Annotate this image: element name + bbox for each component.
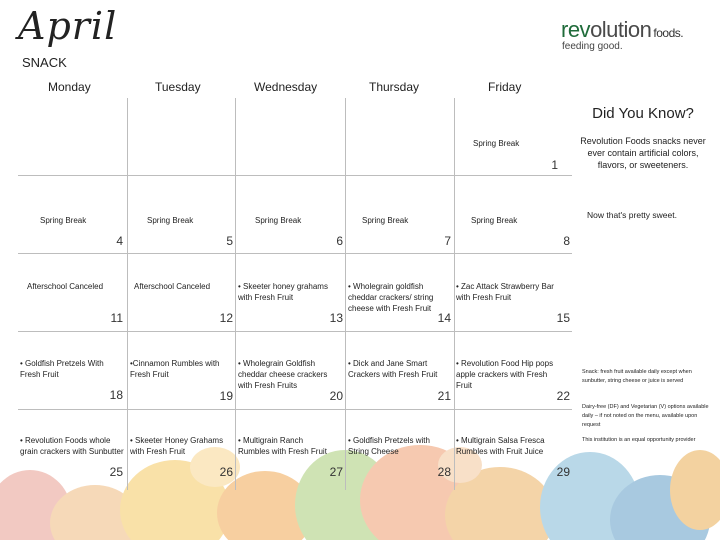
cell-menu-text: Afterschool Canceled <box>134 282 211 291</box>
revolution-foods-logo <box>561 17 684 52</box>
cell-menu-text: Afterschool Canceled <box>27 282 104 291</box>
date-number: 12 <box>219 311 233 325</box>
day-cell <box>236 176 345 253</box>
date-number: 15 <box>556 311 570 325</box>
day-cell <box>128 410 235 490</box>
dietary-options-note: Dairy-free (DF) and Vegetarian (V) options available daily – if not noted on the menu, available upon request <box>582 404 709 428</box>
date-number: 28 <box>437 465 451 479</box>
cell-menu-text: • Skeeter honey grahams with Fresh Fruit <box>238 282 328 302</box>
did-you-know-title: Did You Know? <box>592 105 694 122</box>
date-number: 26 <box>219 465 233 479</box>
day-cell <box>346 176 454 253</box>
cell-menu-text: Spring Break <box>147 216 194 225</box>
cell-menu-text: Spring Break <box>255 216 302 225</box>
date-number: 19 <box>219 389 233 403</box>
logo-foods: foods. <box>653 26 684 40</box>
cell-menu-text: • Skeeter Honey Grahams with Fresh Fruit <box>130 436 224 456</box>
day-header-monday: Monday <box>48 80 91 94</box>
day-cell <box>18 176 127 253</box>
date-number: 5 <box>226 234 233 248</box>
day-cell <box>455 98 572 175</box>
cell-menu-text: Spring Break <box>40 216 87 225</box>
snack-fruit-note: Snack: fresh fruit available daily except when sunbutter, string cheese or juice is served <box>582 369 692 384</box>
date-number: 27 <box>329 465 343 479</box>
day-cell <box>236 332 345 409</box>
did-you-know-body: Revolution Foods snacks never ever contain artificial colors, flavors, or sweeteners. <box>580 136 706 170</box>
date-number: 7 <box>444 234 451 248</box>
day-cell <box>128 254 235 331</box>
day-header-thursday: Thursday <box>369 80 420 94</box>
cell-menu-text: • Multigrain Salsa Fresca Rumbles with Fruit Juice <box>456 436 545 456</box>
date-number: 25 <box>109 465 123 479</box>
date-number: 6 <box>336 234 343 248</box>
day-cell <box>128 176 235 253</box>
day-cell <box>455 176 572 253</box>
date-number: 21 <box>437 389 451 403</box>
date-number: 14 <box>437 311 451 325</box>
cell-menu-text: • Zac Attack Strawberry Bar with Fresh Fruit <box>456 282 554 302</box>
day-header-wednesday: Wednesday <box>254 80 318 94</box>
day-header-tuesday: Tuesday <box>155 80 201 94</box>
calendar-grid <box>18 98 572 490</box>
date-number: 29 <box>556 465 570 479</box>
logo-tagline: feeding good. <box>562 41 623 52</box>
day-cell <box>18 410 127 490</box>
day-cell <box>18 254 127 331</box>
cell-menu-text: Spring Break <box>362 216 409 225</box>
did-you-know-panel <box>578 104 708 171</box>
month-title: April <box>18 4 118 48</box>
cell-menu-text: • Wholegrain Goldfish cheddar cheese crackers with Fresh Fruits <box>238 359 328 390</box>
date-number: 13 <box>329 311 343 325</box>
day-cell <box>236 254 345 331</box>
date-number: 4 <box>116 234 123 248</box>
cell-menu-text: • Dick and Jane Smart Crackers with Fresh Fruit <box>348 359 438 379</box>
cell-menu-text: •Cinnamon Rumbles with Fresh Fruit <box>130 359 220 379</box>
date-number: 1 <box>551 158 558 172</box>
date-number: 20 <box>329 389 343 403</box>
cell-menu-text: • Multigrain Ranch Rumbles with Fresh Fruit <box>238 436 327 456</box>
cell-menu-text: Spring Break <box>473 139 520 148</box>
cell-menu-text: • Goldfish Pretzels with String Cheese <box>348 436 430 456</box>
date-number: 8 <box>563 234 570 248</box>
day-cell <box>346 410 454 490</box>
day-cell <box>236 410 345 490</box>
cell-menu-text: • Revolution Foods whole grain crackers with Sunbutter <box>20 436 124 456</box>
date-number: 18 <box>109 388 123 402</box>
day-cell <box>128 332 235 409</box>
did-you-know-tagline: Now that's pretty sweet. <box>587 210 677 220</box>
date-number: 11 <box>110 311 123 325</box>
day-cell <box>18 332 127 409</box>
logo-rev: rev <box>561 17 591 42</box>
cell-menu-text: • Wholegrain goldfish cheddar crackers/ string cheese with Fresh Fruit <box>348 282 434 313</box>
cell-menu-text: Spring Break <box>471 216 518 225</box>
day-cell <box>455 254 572 331</box>
cell-menu-text: • Goldfish Pretzels With Fresh Fruit <box>20 359 104 379</box>
equal-opportunity-note: This institution is an equal opportunity provider <box>582 437 696 443</box>
menu-type: SNACK <box>22 55 67 70</box>
day-header-friday: Friday <box>488 80 522 94</box>
day-cell <box>455 410 572 490</box>
cell-menu-text: • Revolution Food Hip pops apple crackers with Fresh Fruit <box>456 359 554 390</box>
date-number: 22 <box>556 389 570 403</box>
day-cell <box>346 254 454 331</box>
day-cell <box>455 332 572 409</box>
day-cell <box>346 332 454 409</box>
logo-rest: olution <box>590 17 652 42</box>
